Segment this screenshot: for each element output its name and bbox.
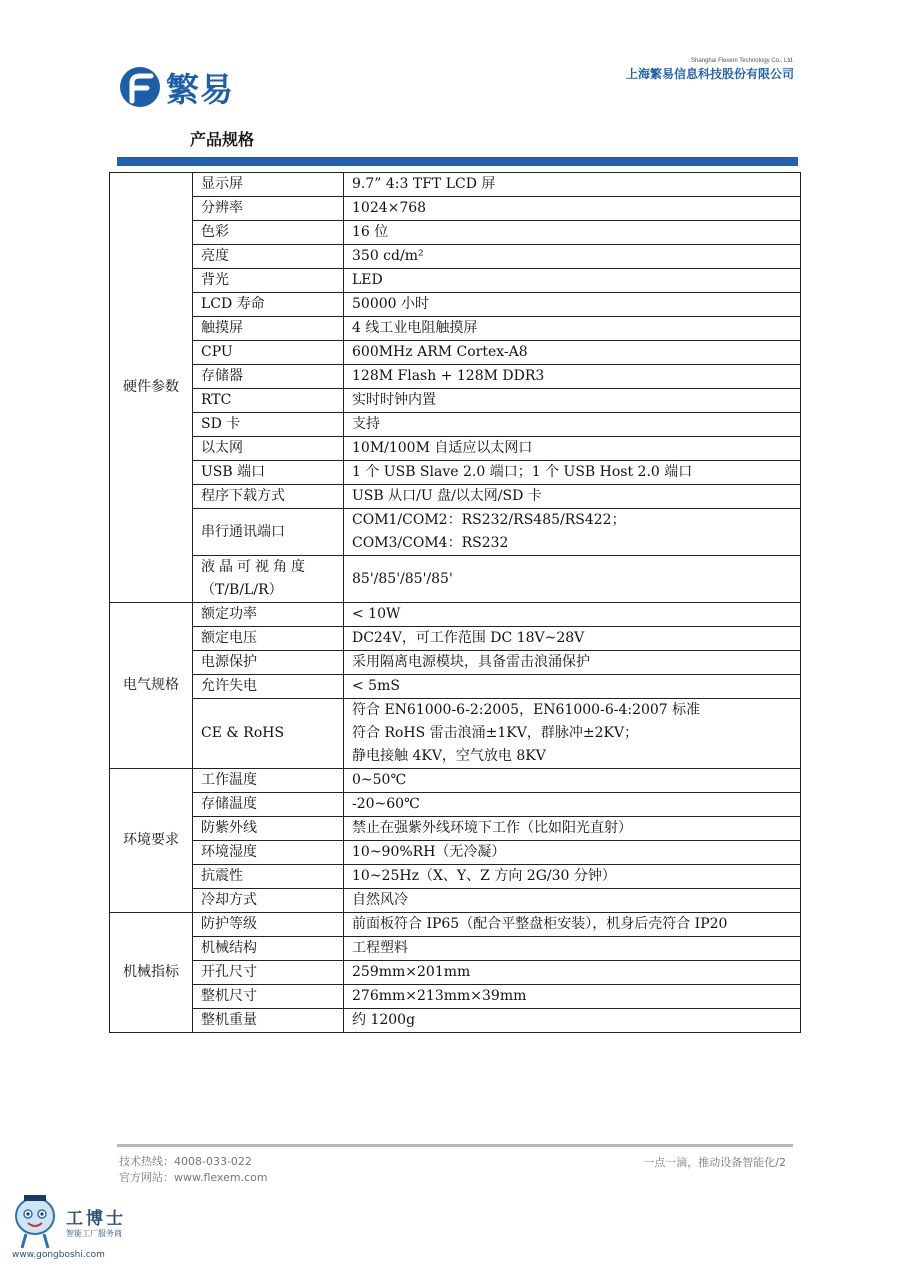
table-row bbox=[110, 675, 801, 699]
footer-contact bbox=[119, 1154, 268, 1186]
watermark-name: 工博士 bbox=[66, 1209, 126, 1229]
spec-value: 1 个 USB Slave 2.0 端口；1 个 USB Host 2.0 端口 bbox=[344, 461, 801, 485]
spec-item: 存储温度 bbox=[193, 793, 344, 817]
table-row bbox=[110, 793, 801, 817]
table-row bbox=[110, 197, 801, 221]
spec-value: 实时时钟内置 bbox=[344, 389, 801, 413]
spec-value-line: COM3/COM4：RS232 bbox=[352, 535, 509, 551]
spec-value: 128M Flash + 128M DDR3 bbox=[344, 365, 801, 389]
spec-item: 防紫外线 bbox=[193, 817, 344, 841]
mascot-icon bbox=[10, 1192, 60, 1250]
spec-item: SD 卡 bbox=[193, 413, 344, 437]
spec-value: 采用隔离电源模块，具备雷击浪涌保护 bbox=[344, 651, 801, 675]
spec-value-line: 符合 EN61000-6-2:2005，EN61000-6-4:2007 标准 bbox=[352, 702, 701, 718]
spec-value: 禁止在强紫外线环境下工作（比如阳光直射） bbox=[344, 817, 801, 841]
company-name-en: Shanghai Flexem Technology Co., Ltd. bbox=[691, 58, 794, 64]
spec-value: -20~60℃ bbox=[344, 793, 801, 817]
spec-value: 10~25Hz（X、Y、Z 方向 2G/30 分钟） bbox=[344, 865, 801, 889]
table-row bbox=[110, 341, 801, 365]
spec-value: 约 1200g bbox=[344, 1009, 801, 1033]
table-row bbox=[110, 889, 801, 913]
company-info bbox=[626, 58, 794, 82]
spec-item: USB 端口 bbox=[193, 461, 344, 485]
spec-value: 工程塑料 bbox=[344, 937, 801, 961]
footer-slogan: 一点一滴，推动设备智能化/2 bbox=[643, 1156, 786, 1169]
spec-item: 开孔尺寸 bbox=[193, 961, 344, 985]
table-row bbox=[110, 365, 801, 389]
logo-text: 繁易 bbox=[166, 69, 234, 109]
spec-value: 276mm×213mm×39mm bbox=[344, 985, 801, 1009]
spec-item: 存储器 bbox=[193, 365, 344, 389]
table-row bbox=[110, 817, 801, 841]
table-row bbox=[110, 293, 801, 317]
spec-item: 串行通讯端口 bbox=[193, 509, 344, 556]
spec-value: 0~50℃ bbox=[344, 769, 801, 793]
table-row bbox=[110, 245, 801, 269]
spec-item: 触摸屏 bbox=[193, 317, 344, 341]
spec-item: 以太网 bbox=[193, 437, 344, 461]
table-row bbox=[110, 651, 801, 675]
spec-item: 亮度 bbox=[193, 245, 344, 269]
spec-value: < 5mS bbox=[344, 675, 801, 699]
spec-table bbox=[109, 172, 801, 1033]
spec-item bbox=[193, 556, 344, 603]
table-row bbox=[110, 961, 801, 985]
spec-value: 16 位 bbox=[344, 221, 801, 245]
table-row bbox=[110, 769, 801, 793]
spec-item: 整机尺寸 bbox=[193, 985, 344, 1009]
spec-value: 支持 bbox=[344, 413, 801, 437]
table-row bbox=[110, 221, 801, 245]
table-row bbox=[110, 437, 801, 461]
table-row bbox=[110, 937, 801, 961]
spec-item: CPU bbox=[193, 341, 344, 365]
table-row bbox=[110, 485, 801, 509]
spec-value: DC24V，可工作范围 DC 18V~28V bbox=[344, 627, 801, 651]
table-row bbox=[110, 841, 801, 865]
category-hardware: 硬件参数 bbox=[110, 173, 193, 603]
flexem-logo-icon bbox=[118, 66, 162, 108]
footer-website[interactable]: 官方网站：www.flexem.com bbox=[119, 1171, 268, 1184]
spec-value: 10M/100M 自适应以太网口 bbox=[344, 437, 801, 461]
spec-item: 额定电压 bbox=[193, 627, 344, 651]
spec-value: USB 从口/U 盘/以太网/SD 卡 bbox=[344, 485, 801, 509]
footer-divider bbox=[117, 1144, 793, 1147]
spec-item: 整机重量 bbox=[193, 1009, 344, 1033]
spec-value: < 10W bbox=[344, 603, 801, 627]
spec-item: 机械结构 bbox=[193, 937, 344, 961]
table-row bbox=[110, 389, 801, 413]
table-row bbox=[110, 1009, 801, 1033]
spec-item: 环境湿度 bbox=[193, 841, 344, 865]
spec-item: 抗震性 bbox=[193, 865, 344, 889]
watermark bbox=[8, 1192, 158, 1264]
table-row bbox=[110, 269, 801, 293]
spec-item: 分辨率 bbox=[193, 197, 344, 221]
spec-value: 350 cd/m² bbox=[344, 245, 801, 269]
spec-value bbox=[344, 509, 801, 556]
spec-item: 色彩 bbox=[193, 221, 344, 245]
spec-value-line: COM1/COM2：RS232/RS485/RS422； bbox=[352, 512, 626, 528]
spec-value: 4 线工业电阻触摸屏 bbox=[344, 317, 801, 341]
spec-value bbox=[344, 699, 801, 769]
table-row bbox=[110, 865, 801, 889]
spec-value: LED bbox=[344, 269, 801, 293]
category-mechanical: 机械指标 bbox=[110, 913, 193, 1033]
spec-value-line: 静电接触 4KV，空气放电 8KV bbox=[352, 748, 546, 764]
table-row bbox=[110, 699, 801, 769]
spec-value: 85'/85'/85'/85' bbox=[344, 556, 801, 603]
spec-item: 允许失电 bbox=[193, 675, 344, 699]
title-divider-bar bbox=[117, 157, 798, 166]
spec-item-line: 液晶可视角度 bbox=[201, 559, 309, 575]
spec-item: CE & RoHS bbox=[193, 699, 344, 769]
spec-value: 600MHz ARM Cortex-A8 bbox=[344, 341, 801, 365]
table-row bbox=[110, 556, 801, 603]
table-row bbox=[110, 509, 801, 556]
spec-item: 程序下载方式 bbox=[193, 485, 344, 509]
spec-value: 自然风冷 bbox=[344, 889, 801, 913]
spec-value: 50000 小时 bbox=[344, 293, 801, 317]
spec-value-line: 符合 RoHS 雷击浪涌±1KV，群脉冲±2KV； bbox=[352, 725, 639, 741]
table-row bbox=[110, 985, 801, 1009]
table-row bbox=[110, 173, 801, 197]
table-row bbox=[110, 603, 801, 627]
spec-item-line: （T/B/L/R） bbox=[201, 582, 283, 598]
table-row bbox=[110, 413, 801, 437]
spec-item: 电源保护 bbox=[193, 651, 344, 675]
table-row bbox=[110, 913, 801, 937]
spec-item: 背光 bbox=[193, 269, 344, 293]
page-title: 产品规格 bbox=[190, 130, 255, 149]
category-environment: 环境要求 bbox=[110, 769, 193, 913]
spec-item: 工作温度 bbox=[193, 769, 344, 793]
table-row bbox=[110, 461, 801, 485]
spec-item: 冷却方式 bbox=[193, 889, 344, 913]
spec-item: 防护等级 bbox=[193, 913, 344, 937]
spec-item: 额定功率 bbox=[193, 603, 344, 627]
category-electrical: 电气规格 bbox=[110, 603, 193, 769]
spec-item: LCD 寿命 bbox=[193, 293, 344, 317]
spec-value: 10~90%RH（无冷凝） bbox=[344, 841, 801, 865]
spec-item: RTC bbox=[193, 389, 344, 413]
company-logo bbox=[118, 66, 234, 108]
watermark-url: www.gongboshi.com bbox=[12, 1250, 105, 1260]
table-row bbox=[110, 627, 801, 651]
footer-hotline: 技术热线：4008-033-022 bbox=[119, 1155, 252, 1168]
watermark-subtitle: 智能工厂服务商 bbox=[66, 1229, 122, 1238]
spec-value: 259mm×201mm bbox=[344, 961, 801, 985]
spec-value: 1024×768 bbox=[344, 197, 801, 221]
table-row bbox=[110, 317, 801, 341]
spec-value: 前面板符合 IP65（配合平整盘柜安装），机身后壳符合 IP20 bbox=[344, 913, 801, 937]
spec-value: 9.7” 4:3 TFT LCD 屏 bbox=[344, 173, 801, 197]
spec-item: 显示屏 bbox=[193, 173, 344, 197]
company-name-cn: 上海繁易信息科技股份有限公司 bbox=[625, 67, 794, 81]
